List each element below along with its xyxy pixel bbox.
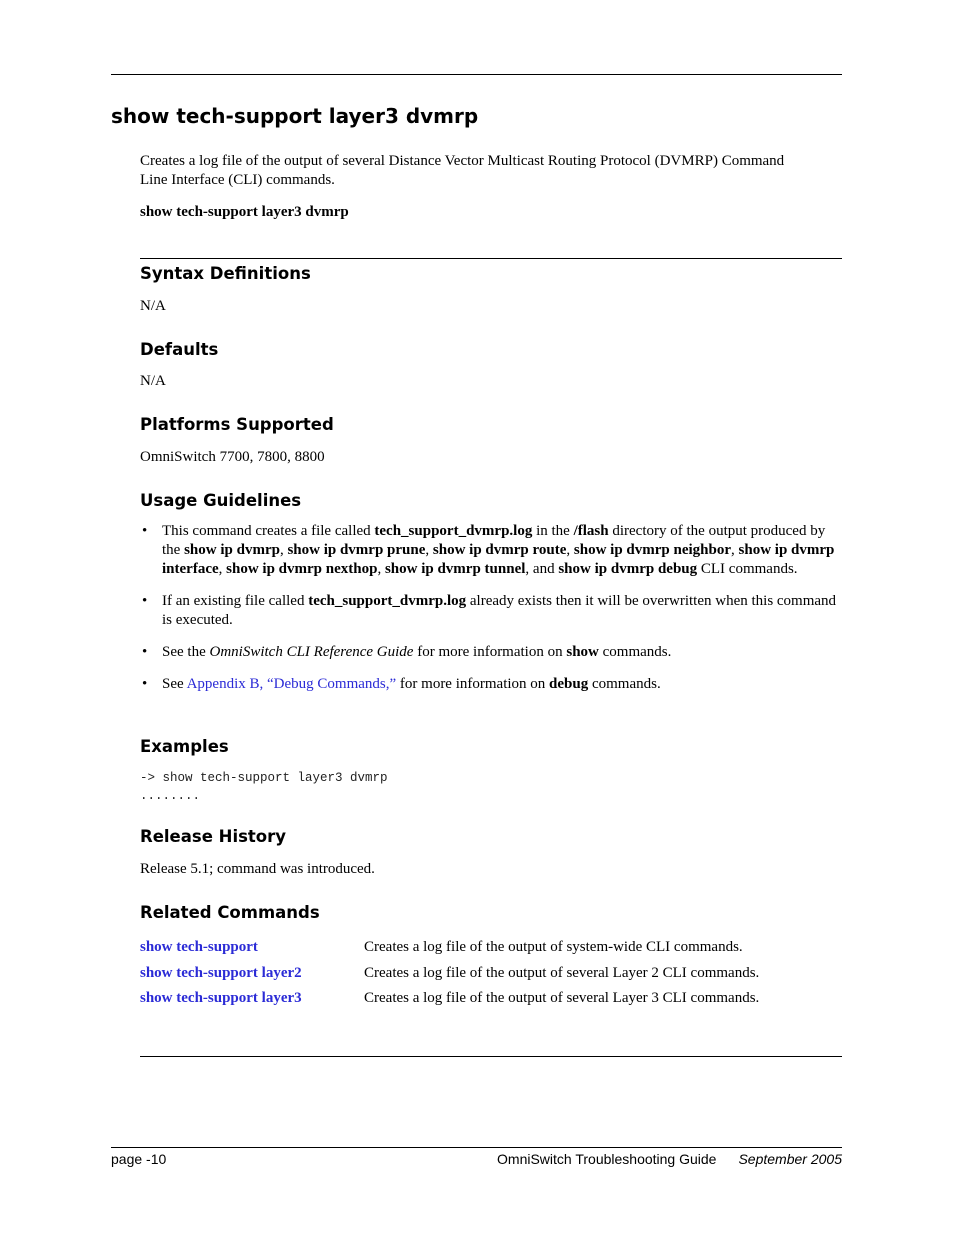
- footer-date: September 2005: [738, 1151, 842, 1167]
- related-commands-heading: Related Commands: [140, 903, 320, 922]
- syntax-definitions-heading: Syntax Definitions: [140, 264, 311, 283]
- usage-guidelines-list: [140, 522, 840, 707]
- table-row: [140, 964, 759, 990]
- list-item: • See the OmniSwitch CLI Reference Guide for more information on show commands.: [140, 643, 840, 662]
- syntax-line: show tech-support layer3 dvmrp: [140, 204, 349, 220]
- defaults-text: N/A: [140, 373, 166, 389]
- defaults-heading: Defaults: [140, 340, 219, 359]
- related-command-link[interactable]: show tech-support: [140, 939, 258, 955]
- footer-rule: [111, 1147, 842, 1148]
- release-history-text: Release 5.1; command was introduced.: [140, 861, 375, 877]
- command-description: Creates a log file of the output of several Distance Vector Multicast Routing Protocol (DVMRP) Command Line Interface (CLI) commands.: [140, 153, 785, 188]
- footer-guide-title: [497, 1151, 842, 1167]
- section-rule: [140, 258, 842, 259]
- related-command-link[interactable]: show tech-support layer3: [140, 990, 302, 1006]
- syntax-definitions-text: N/A: [140, 298, 166, 314]
- top-rule: [111, 74, 842, 75]
- list-item: • See Appendix B, “Debug Commands,” for more information on debug commands.: [140, 675, 840, 694]
- release-history-heading: Release History: [140, 827, 287, 846]
- related-command-description: Creates a log file of the output of several Layer 3 CLI commands.: [364, 990, 760, 1006]
- footer-guide-name: OmniSwitch Troubleshooting Guide: [497, 1151, 717, 1167]
- footer-page-number: page -10: [111, 1151, 167, 1167]
- page-title: show tech-support layer3 dvmrp: [111, 104, 479, 128]
- examples-heading: Examples: [140, 737, 229, 756]
- platforms-text: OmniSwitch 7700, 7800, 8800: [140, 449, 325, 465]
- related-command-description: Creates a log file of the output of several Layer 2 CLI commands.: [364, 964, 760, 981]
- list-item: • This command creates a file called tech_support_dvmrp.log in the /flash directory of the output produced by the show ip dvmrp, show ip dvmrp prune, show ip dvmrp route, show ip dvmrp neighbor, show ip dvmrp interface, show ip dvmrp nexthop, show ip dvmrp tunnel, and show ip dvmrp debug CLI commands.: [140, 522, 840, 579]
- related-command-description: Creates a log file of the output of system-wide CLI commands.: [364, 939, 743, 955]
- example-command-line: -> show tech-support layer3 dvmrp: [140, 771, 388, 785]
- list-item: • If an existing file called tech_support_dvmrp.log already exists then it will be overwritten when this command is executed.: [140, 592, 840, 630]
- table-row: [140, 938, 759, 964]
- usage-guidelines-heading: Usage Guidelines: [140, 491, 302, 510]
- example-output-line: ........: [140, 789, 201, 803]
- appendix-b-link[interactable]: Appendix B, “Debug Commands,”: [186, 676, 397, 692]
- platforms-heading: Platforms Supported: [140, 415, 334, 434]
- bottom-section-rule: [140, 1056, 842, 1057]
- related-commands-table: [140, 938, 759, 1015]
- table-row: [140, 989, 759, 1015]
- related-command-link[interactable]: show tech-support layer2: [140, 964, 302, 981]
